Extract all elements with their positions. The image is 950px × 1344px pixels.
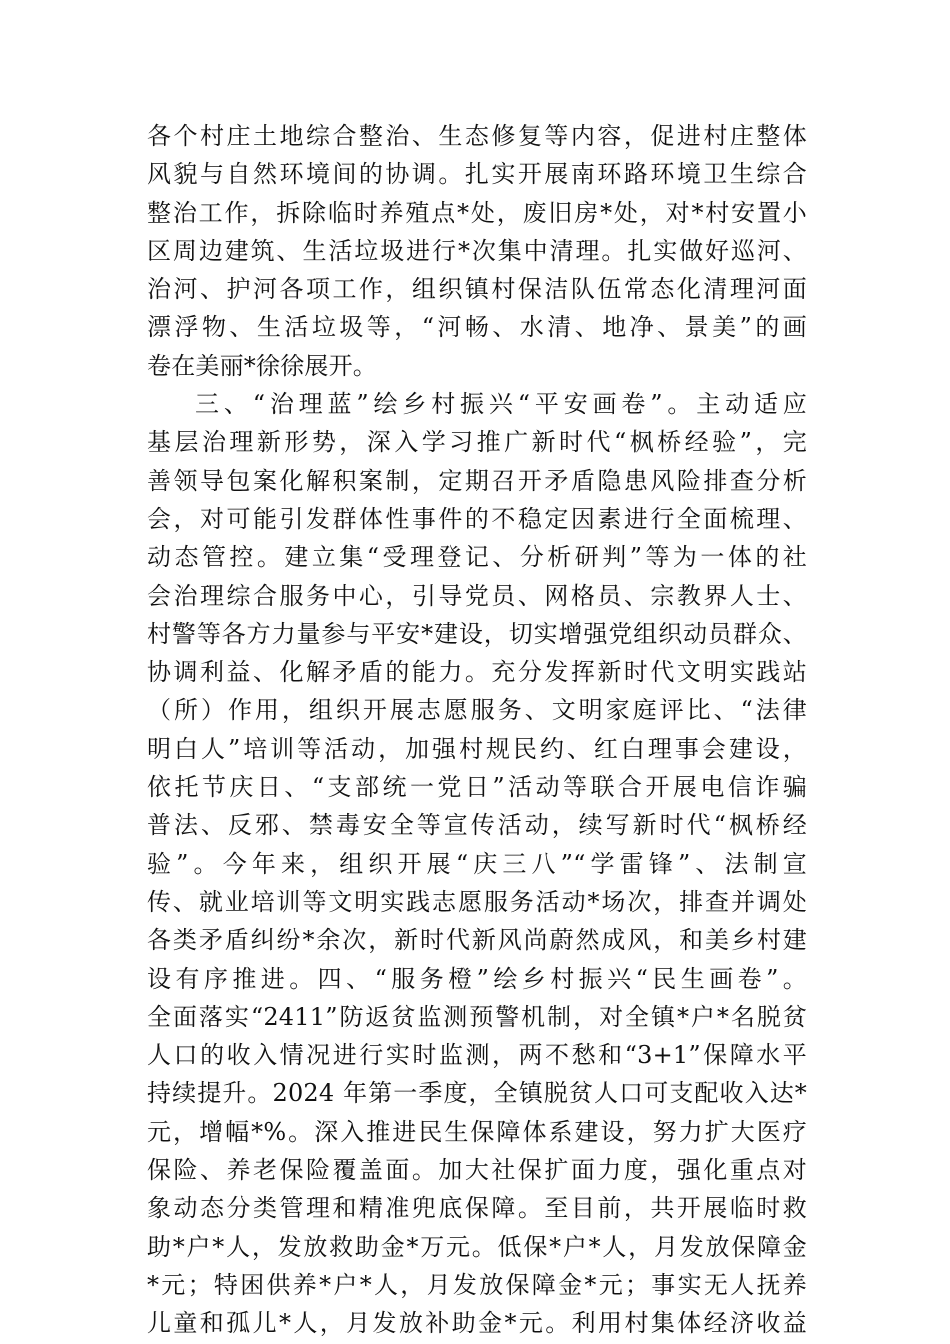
text-line: 基层治理新形势，深入学习推广新时代“枫桥经验”，完 [147,428,807,457]
text-line: 村警等各方力量参与平安*建设，切实增强党组织动员群众、 [147,619,807,648]
text-line: 协调利益、化解矛盾的能力。充分发挥新时代文明实践站 [147,658,807,687]
text-line: 持续提升。2024 年第一季度，全镇脱贫人口可支配收入达* [147,1079,807,1108]
text-line: 明白人”培训等活动，加强村规民约、红白理事会建设， [147,734,807,763]
text-line: 全面落实“2411”防返贫监测预警机制，对全镇*户*名脱贫 [147,1002,807,1031]
text-line: 保险、养老保险覆盖面。加大社保扩面力度，强化重点对 [147,1156,807,1185]
text-line: 象动态分类管理和精准兜底保障。至目前，共开展临时救 [147,1194,807,1223]
text-line: 人口的收入情况进行实时监测，两不愁和“3+1”保障水平 [147,1041,807,1070]
text-line: 设有序推进。四、“服务橙”绘乡村振兴“民生画卷”。 [147,964,807,993]
text-line: 验”。今年来，组织开展“庆三八”“学雷锋”、法制宣 [147,849,807,878]
text-line: 元，增幅*%。深入推进民生保障体系建设，努力扩大医疗 [147,1117,807,1146]
text-line: 传、就业培训等文明实践志愿服务活动*场次，排查并调处 [147,887,807,916]
text-line: 助*户*人，发放救助金*万元。低保*户*人，月发放保障金 [147,1232,807,1261]
text-line: 普法、反邪、禁毒安全等宣传活动，续写新时代“枫桥经 [147,811,807,840]
text-line: 漂浮物、生活垃圾等，“河畅、水清、地净、景美”的画 [147,313,807,342]
text-line: 善领导包案化解积案制，定期召开矛盾隐患风险排查分析 [147,466,807,495]
document-body [147,117,807,1343]
text-line: 风貌与自然环境间的协调。扎实开展南环路环境卫生综合 [147,160,807,189]
text-line: 儿童和孤儿*人，月发放补助金*元。利用村集体经济收益 [147,1309,807,1338]
text-line: 治河、护河各项工作，组织镇村保洁队伍常态化清理河面 [147,275,807,304]
text-line: （所）作用，组织开展志愿服务、文明家庭评比、“法律 [147,696,807,725]
text-line: 会，对可能引发群体性事件的不稳定因素进行全面梳理、 [147,504,807,533]
text-line: 各个村庄土地综合整治、生态修复等内容，促进村庄整体 [147,122,807,150]
text-line: 区周边建筑、生活垃圾进行*次集中清理。扎实做好巡河、 [147,236,807,265]
text-line: 会治理综合服务中心，引导党员、网格员、宗教界人士、 [147,581,807,610]
text-line: 卷在美丽*徐徐展开。 [147,351,377,380]
text-line: 依托节庆日、“支部统一党日”活动等联合开展电信诈骗 [147,773,807,802]
section-heading-line: 三、“治理蓝”绘乡村振兴“平安画卷”。主动适应 [195,390,807,419]
text-line: 整治工作，拆除临时养殖点*处，废旧房*处，对*村安置小 [147,198,807,227]
text-line: *元；特困供养*户*人，月发放保障金*元；事实无人抚养 [147,1270,807,1299]
text-line: 动态管控。建立集“受理登记、分析研判”等为一体的社 [147,543,807,572]
text-line: 各类矛盾纠纷*余次，新时代新风尚蔚然成风，和美乡村建 [147,926,807,955]
